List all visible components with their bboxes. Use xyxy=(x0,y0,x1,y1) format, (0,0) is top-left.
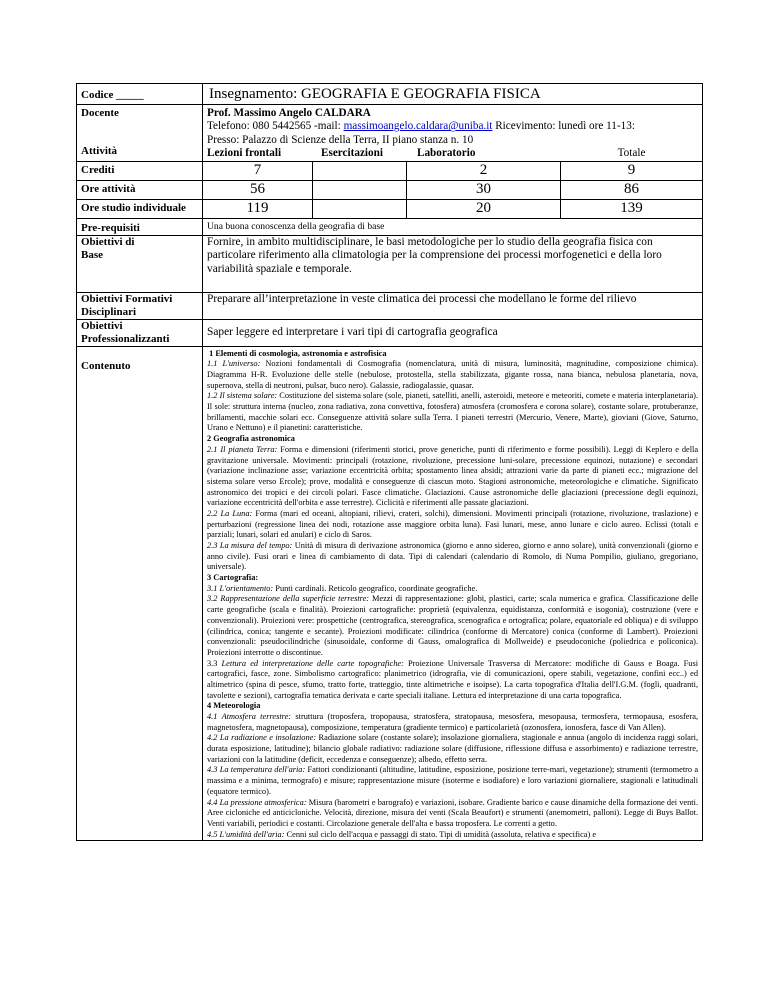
ore-attivita-esercitazioni xyxy=(313,180,407,199)
course-sheet xyxy=(76,83,702,841)
ore-attivita-totale: 86 xyxy=(561,180,703,199)
ore-studio-lezioni: 119 xyxy=(203,199,313,218)
contenuto-body xyxy=(207,349,698,841)
docente-label: Docente xyxy=(81,107,119,119)
content-topic-title: 2.1 Il pianeta Terra: xyxy=(207,444,278,454)
content-topic-title: 4.3 La temperatura dell'aria: xyxy=(207,765,306,775)
col-laboratorio: Laboratorio xyxy=(417,147,476,160)
attivita-label: Attività xyxy=(81,145,118,157)
content-topic-title: 2.2 La Luna: xyxy=(207,508,253,518)
teacher-name: Prof. Massimo Angelo CALDARA xyxy=(207,107,371,119)
content-paragraph: 2.3 La misura del tempo: Unità di misura di derivazione astronomica (giorno e anno sidereo, giorno e anno solare), unità convenzionali (giorno e anno civile). Fusi orari e linea di cambiamento di data. Tipi di calendari (calendario di Romolo, di Numa Pompilio, giuliano, gregoriano, universale). xyxy=(207,541,699,572)
prerequisiti-text: Una buona conoscenza della geografia di base xyxy=(203,218,703,235)
ore-studio-totale: 139 xyxy=(561,199,703,218)
content-topic-title: Lettura ed interpretazione delle carte topografiche: xyxy=(221,658,404,668)
contenuto-label: Contenuto xyxy=(77,346,203,841)
content-paragraph: 1.2 Il sistema solare: Costituzione del sistema solare (sole, pianeti, satelliti, anelli, asteroidi, meteore e meteoriti, comete e materia interplanetaria). Il sole: struttura interna (nucleo, zona radiativa, zona convettiva, fotosfera) atmosfera (cromosfera e corona solare), costante solare, protuberanze, brillamenti, macchie solari ecc. Conseguenze attività solare sulla Terra. I pianeti terrestri (Mercurio, Venere, Marte), gioviani (Giove, Saturno, Urano e Nettuno) e il pianetini: caratteristiche. xyxy=(207,391,699,433)
content-topic-title: 1.1 L'universo: xyxy=(207,359,261,369)
content-paragraph: 2.2 La Luna: Forma (mari ed oceani, altopiani, rilievi, crateri, solchi), dimensioni. Movimenti principali (rotazione, rivoluzione, traslazione) e perturbazioni (regressione linea dei nodi, rotazione asse maggiore orbita luna). Fasi lunari, mese, anno lunare e ciclo aureo. Eclissi (totali e parziali; lunari, solari ed anulari) e ciclo di Saros. xyxy=(207,508,699,540)
content-section-heading: 2 Geografia astronomica xyxy=(207,434,295,444)
obiettivi-formativi-label: Obiettivi Formativi Disciplinari xyxy=(77,292,203,319)
content-topic-title: 3.2 Rappresentazione della superficie terrestre: xyxy=(207,594,370,604)
crediti-label: Crediti xyxy=(77,161,203,180)
content-paragraph: 4.5 L'umidità dell'aria: Cenni sul ciclo dell'acqua e passaggi di stato. Tipi di umidità (assoluta, relativa e specifica) e xyxy=(207,829,597,839)
content-paragraph: 4.2 La radiazione e insolazione: Radiazione solare (costante solare); insolazione giornaliera, stagionale e annua (angolo di incidenza raggi solari, durata esposizione, latitudine); bilancio globale radiativo: radiazione solare (diffusione, riflessione diffusa e assorbimento) e radiazione terrestre, variazioni con la latitudine (deficit, eccedenza e conseguenze); albedo, effetto serra. xyxy=(207,733,699,764)
content-section-heading: 4 Meteorologia xyxy=(207,701,261,711)
obiettivi-base-text: Fornire, in ambito multidisciplinare, le basi metodologiche per lo studio della geografia fisica con particolare riferimento alla climatologia per la comprensione dei processi morfogenetici e della loro variabilità spaziale e temporale. xyxy=(203,235,703,292)
content-paragraph: 3.3 Lettura ed interpretazione delle carte topografiche: Proiezione Universale Trasversa di Mercatore: modifiche di Gauss e Boaga. Fusi cartografici, fasce, zone. Simbolismo cartografico: planimetrico (idrografia, vie di comunicazioni, opere stabili, vegetazione, confini ecc..) ed altimetrico (spina di pesce, sfumo, tratto forte, tratteggio, tinte altimetriche e isoipse). La carta topografica d'Italia dell'I.G.M. (fogli, quadranti, tavolette e sezioni), cartografia tematica derivata e carte speciali italiane. Lettura ed interpretazione di una carta topografica. xyxy=(207,658,699,700)
prerequisiti-label: Pre-requisiti xyxy=(77,218,203,235)
col-totale: Totale xyxy=(617,147,646,160)
content-paragraph: 3.2 Rappresentazione della superficie terrestre: Mezzi di rappresentazione: globi, plastici, carte; scala numerica e grafica. Classificazione delle carte geografiche (scala e finalità). Proiezioni cartografiche: proprietà (equivalenza, equidistanza, conformità e isogonia), costruzione (vere e convenzionali). Proiezioni vere: prospettiche (centrografica, stereografica, scenografica e ortografica; polare, equatoriale ed obliqua) e di sviluppo (cilindrica, conica; tangente e secante). Proiezioni modificate: cilindrica (conforme di Mercatore) conica (conforme di Lambert). Proiezioni convenzionali: pseudocilindriche (sinusoidale, conforme di Gauss, omalografica di Mollweide) e pseudoconiche (poliedrica e policonica). Proiezioni interrotte o discontinue. xyxy=(207,594,699,657)
ore-studio-label: Ore studio individuale xyxy=(77,199,203,218)
ore-studio-laboratorio: 20 xyxy=(407,199,561,218)
content-paragraph: 4.4 La pressione atmosferica: Misura (barometri e barografo) e variazioni, isobare. Gradiente barico e cause dinamiche della formazione dei venti. Aree cicloniche ed anticicloniche. Velocità, direzione, misura dei venti (Scala Beaufort) e strumenti (anemometri, palloni). Legge di Buys Ballot. Venti variabili, periodici e costanti. Circolazione generale dell'alta e bassa troposfera. Le correnti a getto. xyxy=(207,797,699,828)
obiettivi-prof-label: Obiettivi Professionalizzanti xyxy=(77,319,203,346)
course-table xyxy=(76,83,703,841)
ricevimento-text: Ricevimento: lunedì ore 11-13: xyxy=(492,120,635,133)
ore-attivita-lezioni: 56 xyxy=(203,180,313,199)
content-section-heading: 3 Cartografia: xyxy=(207,573,259,583)
content-topic-title: 3.1 L'orientamento: xyxy=(207,583,274,593)
course-title: Insegnamento: GEOGRAFIA E GEOGRAFIA FISICA xyxy=(209,86,541,102)
content-paragraph: 2.1 Il pianeta Terra: Forma e dimensioni (riferimenti storici, prove generiche, punti di riferimento e forme possibili). Leggi di Keplero e della gravitazione universale. Movimenti: principali (rotazione, rivoluzione, precessione luni-solare, precessione equinozi, nutazione) e secondari (variazione inclinazione asse; variazione eccentricità orbita; spostamento linea absidi; attrazioni varie da parte di pianeti ecc.; migrazione del sistema solare verso Ercole); prove, modalità e conseguenze di ciascun moto. Stagioni astronomiche, meteorologiche e climatiche. Significato astronomico dei tropici e dei circoli polari. Fasce climatiche. Glaciazioni. Cause astronomiche delle glaciazioni (precessione degli equinozi, variazione eccentricità dell'orbita e asse terrestre). Ciclicità e riferimenti alle passate glaciazioni. xyxy=(207,444,699,508)
content-paragraph: 4.3 La temperatura dell'aria: Fattori condizionanti (altitudine, latitudine, esposizione, posizione terre-mari, vegetazione); strumenti (termometro a massima e a minima, termografo) e misure; rappresentazione misure (isoterme e isodiafore) e loro variazioni giornaliere, stagionali e latitudinali (equatore termico). xyxy=(207,765,699,796)
crediti-totale: 9 xyxy=(561,161,703,180)
obiettivi-formativi-text: Preparare all’interpretazione in veste climatica dei processi che modellano le forme del rilievo xyxy=(203,292,703,319)
content-section-heading: 1 Elementi di cosmologia, astronomia e astrofisica xyxy=(207,348,387,358)
content-topic-title: 4.5 L'umidità dell'aria: xyxy=(207,829,285,839)
col-lezioni: Lezioni frontali xyxy=(207,147,282,160)
content-paragraph: 4.1 Atmosfera terrestre: struttura (troposfera, tropopausa, stratosfera, stratopausa, mesosfera, mesopausa, termosfera, termopausa, esosfera, magnetosfera, magnetopausa), composizione, temperatura (gradiente termico) e particolarietà (ozonosfera, ionosfera, fasce di Van Allen). xyxy=(207,712,699,732)
codice-label: Codice _____ xyxy=(81,89,144,101)
ore-attivita-laboratorio: 30 xyxy=(407,180,561,199)
ore-studio-esercitazioni xyxy=(313,199,407,218)
content-topic-title: 1.2 Il sistema solare: xyxy=(207,391,278,401)
content-topic-title: 4.4 La pressione atmosferica: xyxy=(207,797,307,807)
content-paragraph: 3.1 L'orientamento: Punti cardinali. Reticolo geografico, coordinate geografiche. xyxy=(207,583,478,593)
obiettivi-base-label: Obiettivi di Base xyxy=(81,235,135,261)
col-esercitazioni: Esercitazioni xyxy=(321,147,383,160)
content-topic-title: 4.1 Atmosfera terrestre: xyxy=(207,712,292,721)
content-topic-title: 2.3 La misura del tempo: xyxy=(207,541,293,550)
office-location: Presso: Palazzo di Scienze della Terra, II piano stanza n. 10 xyxy=(207,133,474,146)
ore-attivita-label: Ore attività xyxy=(77,180,203,199)
obiettivi-prof-text: Saper leggere ed interpretare i vari tipi di cartografia geografica xyxy=(203,319,703,346)
crediti-laboratorio: 2 xyxy=(407,161,561,180)
phone-line: Telefono: 080 5442565 -mail: xyxy=(207,120,344,133)
crediti-lezioni: 7 xyxy=(203,161,313,180)
crediti-esercitazioni xyxy=(313,161,407,180)
content-topic-title: 4.2 La radiazione e insolazione: xyxy=(207,733,317,743)
codice-cell xyxy=(77,84,203,105)
content-paragraph: 1.1 L'universo: Nozioni fondamentali di Cosmografia (nomenclatura, unità di misura, luminosità, magnitudine, composizione chimica). Diagramma H-R. Evoluzione delle stelle (nebulose, protostella, stella stabilizzata, gigante rossa, nana bianca, nebulosa planetaria, nova, supernova, stella di neutroni, pulsar, buco nero). Galassie, radiogalassie, quasar. xyxy=(207,359,699,390)
email-link[interactable]: massimoangelo.caldara@uniba.it xyxy=(343,120,493,133)
